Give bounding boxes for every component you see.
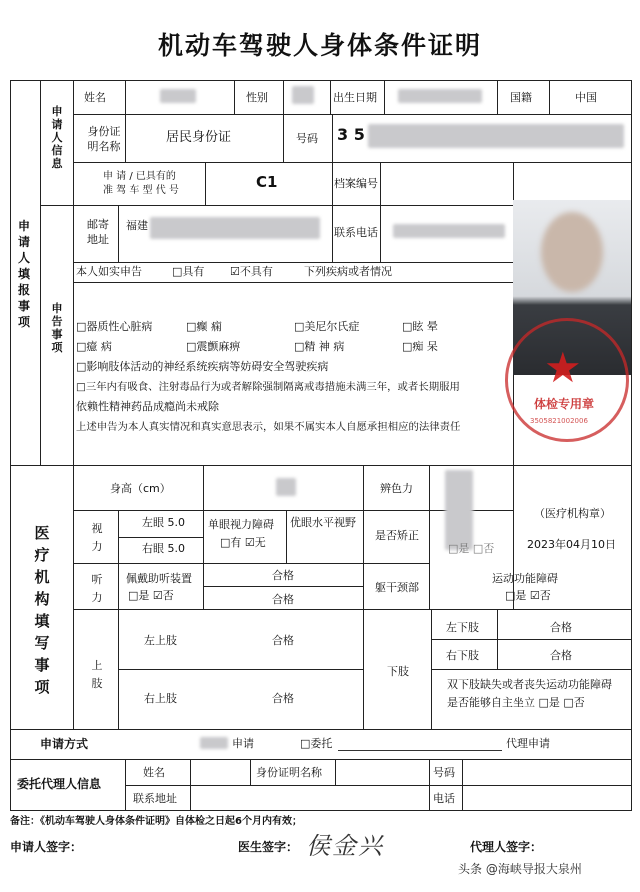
nationality-value: 中国 [575, 91, 597, 104]
applicant-section-label: 申请人信息 [51, 105, 63, 170]
color-redacted [445, 470, 473, 550]
upper-limb-label: 上肢 [91, 659, 103, 690]
decl-line-6: 上述申告为本人真实情况和真实意思表示，如果不属实本人自愿承担相应的法律责任 [76, 421, 461, 433]
phone-label: 联系电话 [334, 226, 378, 239]
fov-label: 优眼水平视野 [290, 516, 356, 529]
decl-r1-c4[interactable]: □眩 晕 [402, 320, 438, 333]
id-no-prefix: 3 5 [337, 125, 365, 144]
trunk-label: 躯干颈部 [375, 581, 419, 594]
method-label: 申请方式 [40, 737, 89, 751]
double-lower-line-1: 双下肢缺失或者丧失运动功能障碍 [447, 678, 612, 691]
exam-date: 2023年04月10日 [527, 538, 616, 551]
method-redacted [200, 737, 228, 749]
id-no-redacted [368, 124, 624, 148]
lower-limb-label: 下肢 [387, 665, 409, 678]
left-lower-value: 合格 [550, 621, 572, 634]
right-eye: 右眼 5.0 [142, 542, 185, 555]
hearing-aid-label: 佩戴助听装置 [126, 572, 192, 585]
right-lower-label: 右下肢 [446, 649, 479, 662]
decl-r1-c3[interactable]: □美尼尔氏症 [294, 320, 360, 333]
decl-opt-not[interactable]: ☑不具有 [230, 265, 273, 278]
right-upper-label: 右上肢 [144, 692, 177, 705]
method-agent-apply: 代理申请 [506, 737, 550, 750]
decl-r1-c2[interactable]: □癫 痫 [186, 320, 222, 333]
decl-line-5: 依赖性精神药品成瘾尚未戒除 [76, 400, 219, 413]
name-redacted [160, 89, 196, 103]
decl-opt-have[interactable]: □具有 [172, 265, 205, 278]
right-upper-value: 合格 [272, 692, 294, 705]
method-self[interactable]: 申请 [232, 737, 254, 750]
agent-phone-label: 电话 [433, 792, 455, 805]
decl-line-3[interactable]: □影响肢体活动的神经系统疾病等妨碍安全驾驶疾病 [76, 360, 329, 373]
stamp-star-icon: ★ [544, 343, 582, 392]
page-title: 机动车驾驶人身体条件证明 [157, 31, 483, 60]
id-type-label-text: 身份证明名称 [87, 125, 121, 153]
nationality-label: 国籍 [510, 91, 532, 104]
footer-note: 备注：《机动车驾驶人身体条件证明》自体检之日起6个月内有效； [10, 816, 302, 827]
agent-id-label: 身份证明名称 [256, 766, 322, 779]
agent-no-label: 号码 [433, 766, 455, 779]
motor-opts[interactable]: □是 ☑否 [505, 589, 551, 602]
right-lower-value: 合格 [550, 649, 572, 662]
decl-r2-c4[interactable]: □痴 呆 [402, 340, 438, 353]
agent-name-label: 姓名 [143, 766, 165, 779]
watermark: 头条 @海峡导报大泉州 [458, 862, 582, 876]
id-type-value: 居民身份证 [166, 130, 232, 145]
decl-r2-c1[interactable]: □癔 病 [76, 340, 112, 353]
corrected-opts[interactable]: □是 □否 [448, 542, 495, 555]
dob-redacted [398, 89, 482, 103]
agent-sign-label: 代理人签字： [470, 840, 543, 854]
id-type-label [84, 124, 124, 154]
vehicle-label-1: 申 请 / 已具有的 [103, 171, 176, 182]
decl-line-4[interactable]: □三年内有吸食、注射毒品行为或者解除强制隔离戒毒措施未满三年，或者长期服用 [76, 381, 460, 393]
agent-addr-label: 联系地址 [133, 792, 177, 805]
address-label [84, 217, 112, 247]
left-eye: 左眼 5.0 [142, 516, 185, 529]
left-upper-value: 合格 [272, 634, 294, 647]
hearing-label: 听力 [91, 573, 103, 604]
hearing-pass-2: 合格 [272, 593, 294, 606]
gender-redacted [292, 86, 314, 104]
height-label: 身高（cm） [110, 482, 171, 495]
left-upper-label: 左上肢 [144, 634, 177, 647]
exam-stamp [505, 318, 629, 442]
motor-label: 运动功能障碍 [492, 572, 558, 585]
double-lower-line-2[interactable]: 是否能够自主坐立 □是 □否 [447, 696, 585, 709]
method-entrust[interactable]: □委托 [300, 737, 333, 750]
mono-vision-opts[interactable]: □有 ☑无 [220, 536, 266, 549]
address-redacted [150, 217, 320, 239]
id-no-label: 号码 [296, 132, 318, 145]
decl-intro-1: 本人如实申告 [76, 265, 142, 278]
dob-label: 出生日期 [333, 91, 377, 104]
address-label-text: 邮寄地址 [87, 218, 109, 246]
entrust-underline [338, 750, 502, 751]
vehicle-label-2: 准 驾 车 型 代 号 [103, 185, 179, 196]
vision-label: 视力 [91, 522, 103, 553]
mono-vision-label: 单眼视力障碍 [208, 518, 274, 531]
applicant-outer-label: 申请人填报事项 [17, 219, 30, 329]
gender-label: 性别 [246, 91, 268, 104]
decl-r2-c3[interactable]: □精 神 病 [294, 340, 345, 353]
name-label: 姓名 [84, 91, 106, 104]
stamp-label: 体检专用章 [534, 397, 595, 411]
decl-r1-c1[interactable]: □器质性心脏病 [76, 320, 153, 333]
file-no-label: 档案编号 [334, 177, 378, 190]
agent-section-label: 委托代理人信息 [17, 777, 102, 791]
doctor-sign-label: 医生签字： [238, 840, 299, 854]
vehicle-value: C1 [256, 173, 278, 191]
corrected-label: 是否矫正 [375, 529, 419, 542]
decl-intro-2: 下列疾病或者情况 [304, 265, 392, 278]
org-stamp-label: （医疗机构章） [534, 507, 611, 520]
decl-r2-c2[interactable]: □震颤麻痹 [186, 340, 241, 353]
hearing-aid-opts[interactable]: □是 ☑否 [128, 589, 174, 602]
color-vision-label: 辨色力 [380, 482, 413, 495]
applicant-sign-label: 申请人签字： [10, 840, 83, 854]
doctor-signature: 侯金兴 [306, 832, 384, 860]
photo-face [541, 212, 603, 292]
height-redacted [276, 478, 296, 496]
left-lower-label: 左下肢 [446, 621, 479, 634]
hearing-pass-1: 合格 [272, 569, 294, 582]
declaration-section-label: 申告事项 [51, 302, 63, 354]
medical-section-label: 医疗机构填写事项 [34, 524, 50, 696]
address-prefix: 福建 [126, 219, 148, 232]
phone-redacted [393, 224, 505, 238]
stamp-code: 3505821002006 [530, 417, 588, 425]
